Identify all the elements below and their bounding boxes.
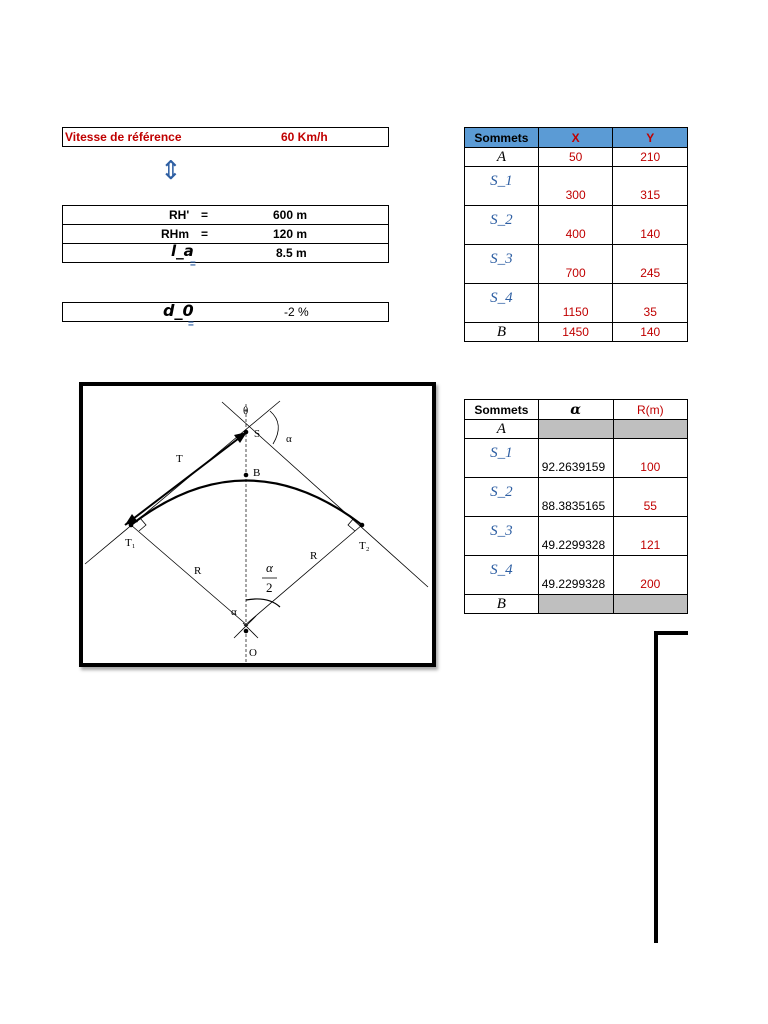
sommet-name: S_1 bbox=[465, 439, 539, 478]
vitesse-row bbox=[62, 127, 389, 147]
label-o: O bbox=[249, 647, 257, 659]
r-value: 121 bbox=[613, 517, 687, 556]
label-r-left: R bbox=[194, 565, 202, 577]
sommet-name: B bbox=[465, 323, 539, 342]
partial-frame bbox=[654, 631, 688, 943]
table-row bbox=[465, 556, 688, 595]
coords-header-x: X bbox=[538, 128, 613, 148]
label-t2: T₂ bbox=[359, 540, 370, 552]
label-alpha: α bbox=[286, 433, 292, 445]
normal-line-right bbox=[234, 616, 256, 638]
coords-table bbox=[464, 127, 688, 342]
x-value: 1150 bbox=[538, 284, 613, 323]
rh-label: RH' bbox=[169, 208, 190, 222]
y-value: 140 bbox=[613, 323, 688, 342]
table-row bbox=[465, 595, 688, 614]
label-t: T bbox=[176, 453, 183, 465]
coords-header bbox=[465, 128, 688, 148]
table-row bbox=[465, 167, 688, 206]
angles-table bbox=[464, 399, 688, 614]
rhm-value: 120 m bbox=[273, 227, 308, 241]
sommet-name: S_2 bbox=[465, 478, 539, 517]
label-half-alpha-num: α bbox=[266, 560, 273, 575]
angles-header-sommets: Sommets bbox=[465, 400, 539, 420]
circular-arc bbox=[131, 481, 362, 526]
curve-diagram bbox=[83, 386, 432, 663]
label-b: B bbox=[253, 467, 261, 479]
coords-header-sommets: Sommets bbox=[465, 128, 539, 148]
coords-header-y: Y bbox=[613, 128, 688, 148]
la-label: l_a bbox=[171, 242, 194, 260]
sommet-name: A bbox=[465, 420, 539, 439]
d0-value: -2 % bbox=[284, 305, 309, 319]
half-alpha-arc bbox=[246, 599, 280, 607]
y-value: 140 bbox=[613, 206, 688, 245]
label-half-alpha-den: 2 bbox=[266, 580, 273, 595]
rh-value: 600 m bbox=[273, 208, 308, 222]
table-row bbox=[465, 245, 688, 284]
rhm-row bbox=[62, 224, 389, 244]
label-alpha-o: α bbox=[231, 606, 237, 618]
sommet-name: S_4 bbox=[465, 556, 539, 595]
table-row bbox=[465, 478, 688, 517]
sommet-name: B bbox=[465, 595, 539, 614]
table-row bbox=[465, 284, 688, 323]
tangent-line-right bbox=[222, 402, 428, 587]
label-t1: T₁ bbox=[125, 537, 136, 549]
alpha-value: 88.3835165 bbox=[538, 478, 613, 517]
rh-eq: = bbox=[201, 208, 209, 222]
point-t1 bbox=[129, 523, 134, 528]
x-value: 1450 bbox=[538, 323, 613, 342]
alpha-value: 49.2299328 bbox=[538, 556, 613, 595]
la-value: 8.5 m bbox=[276, 246, 307, 260]
alpha-value: 92.2639159 bbox=[538, 439, 613, 478]
y-value: 35 bbox=[613, 284, 688, 323]
point-o bbox=[244, 629, 249, 634]
table-row bbox=[465, 206, 688, 245]
sommet-name: S_4 bbox=[465, 284, 539, 323]
tangent-line-left bbox=[85, 401, 280, 564]
vitesse-label: Vitesse de référence bbox=[65, 130, 182, 144]
table-row bbox=[465, 420, 688, 439]
angles-header-r: R(m) bbox=[613, 400, 687, 420]
sommet-name: A bbox=[465, 148, 539, 167]
x-value: 300 bbox=[538, 167, 613, 206]
sommet-name: S_1 bbox=[465, 167, 539, 206]
rhm-label: RHm bbox=[161, 227, 190, 241]
alpha-value bbox=[538, 420, 613, 439]
la-eq: = bbox=[190, 259, 196, 270]
table-row bbox=[465, 517, 688, 556]
angles-header-alpha: α bbox=[538, 400, 613, 420]
r-value: 200 bbox=[613, 556, 687, 595]
label-r-right: R bbox=[310, 550, 318, 562]
table-row bbox=[465, 148, 688, 167]
point-b bbox=[244, 473, 249, 478]
r-value bbox=[613, 420, 687, 439]
point-t2 bbox=[360, 523, 365, 528]
alpha-value bbox=[538, 595, 613, 614]
la-row bbox=[62, 243, 389, 263]
label-theta: θ bbox=[243, 405, 249, 417]
tangent-length-arrow bbox=[125, 432, 247, 525]
d0-eq: = bbox=[188, 319, 194, 330]
y-value: 315 bbox=[613, 167, 688, 206]
radius-line-right bbox=[244, 525, 362, 626]
d0-label: d_0 bbox=[163, 301, 194, 320]
right-angle-mark-left bbox=[139, 518, 146, 531]
curve-diagram-frame bbox=[79, 382, 436, 667]
label-s: S bbox=[254, 428, 261, 440]
rh-row bbox=[62, 205, 389, 225]
r-value bbox=[613, 595, 687, 614]
rhm-eq: = bbox=[201, 227, 209, 241]
x-value: 700 bbox=[538, 245, 613, 284]
sommet-name: S_2 bbox=[465, 206, 539, 245]
double-arrow-icon: ⇕ bbox=[160, 156, 182, 186]
x-value: 400 bbox=[538, 206, 613, 245]
sommet-name: S_3 bbox=[465, 245, 539, 284]
r-value: 55 bbox=[613, 478, 687, 517]
y-value: 245 bbox=[613, 245, 688, 284]
table-row bbox=[465, 439, 688, 478]
vitesse-value: 60 Km/h bbox=[281, 130, 328, 144]
sommet-name: S_3 bbox=[465, 517, 539, 556]
point-s bbox=[244, 430, 249, 435]
y-value: 210 bbox=[613, 148, 688, 167]
alpha-value: 49.2299328 bbox=[538, 517, 613, 556]
table-row bbox=[465, 323, 688, 342]
r-value: 100 bbox=[613, 439, 687, 478]
d0-row bbox=[62, 302, 389, 322]
x-value: 50 bbox=[538, 148, 613, 167]
alpha-angle-arc bbox=[270, 411, 278, 444]
angles-header bbox=[465, 400, 688, 420]
